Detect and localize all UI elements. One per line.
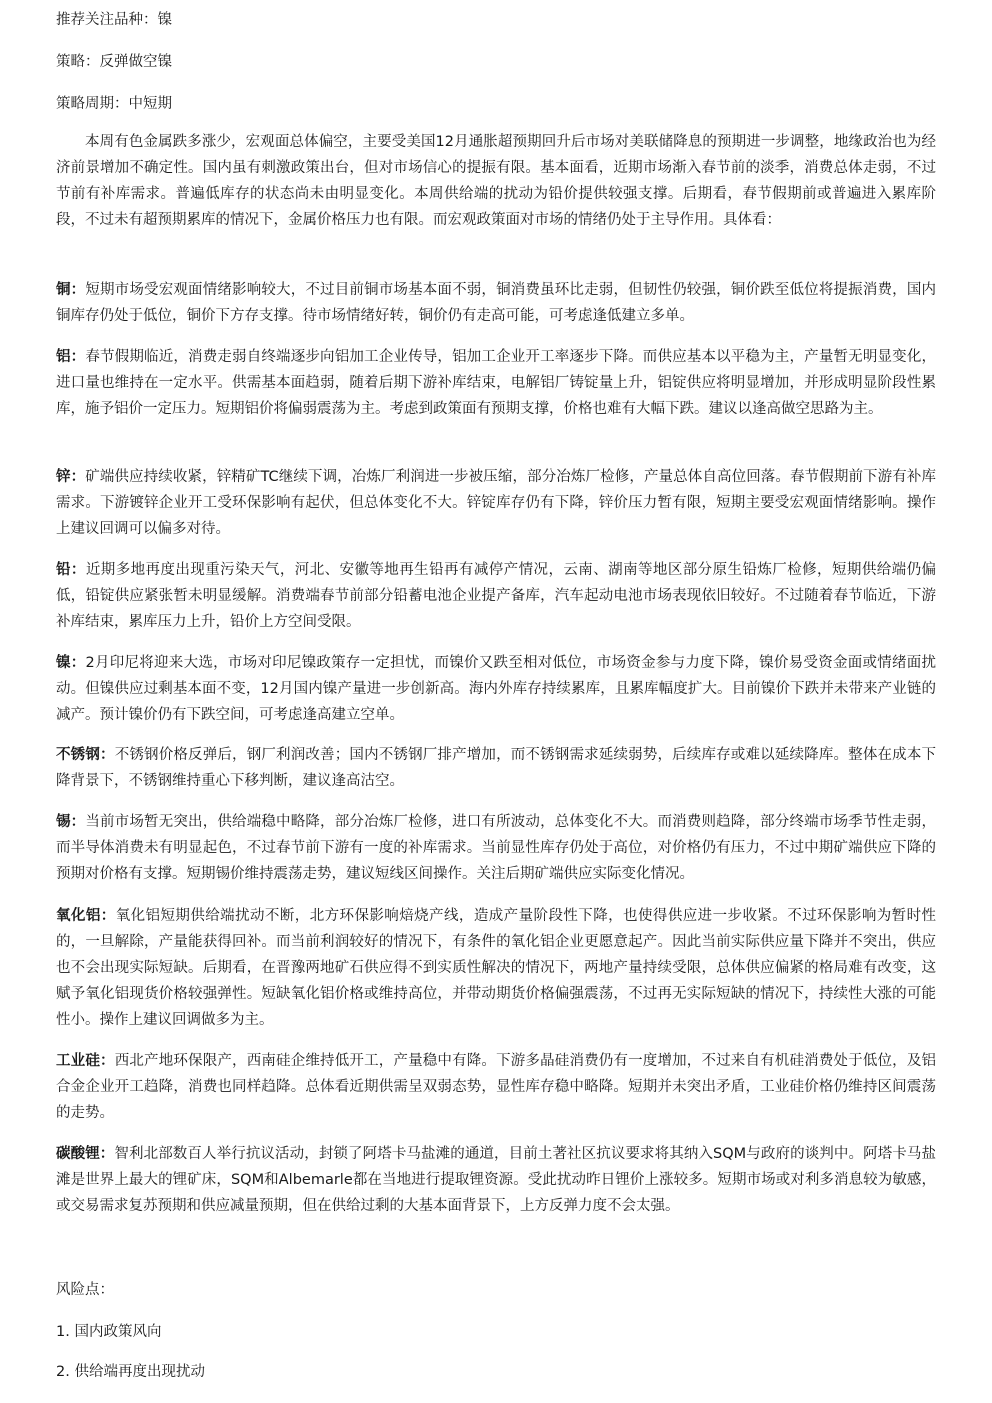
- section-lead: 碳酸锂：: [56, 1146, 115, 1162]
- section-industrial-silicon: [56, 1048, 936, 1126]
- strategy-period-line: 策略周期：中短期: [56, 96, 172, 112]
- section-lead: 铝：: [56, 349, 86, 365]
- section-lead: 锌：: [56, 469, 86, 485]
- section-body: 智利北部数百人举行抗议活动，封锁了阿塔卡马盐滩的通道，目前土著社区抗议要求将其纳入SQM与政府的谈判中。阿塔卡马盐滩是世界上最大的锂矿床，SQM和Albemarle都在当地进行提取锂资源。受此扰动昨日锂价上涨较多。短期市场或对利多消息较为敏感，或交易需求复苏预期和供应减量预期，但在供给过剩的大基本面背景下，上方反弹力度不会太强。: [56, 1146, 936, 1214]
- section-tin: [56, 809, 936, 887]
- section-body: 不锈钢价格反弹后，钢厂利润改善；国内不锈钢厂排产增加，而不锈钢需求延续弱势，后续库存或难以延续降库。整体在成本下降背景下，不锈钢维持重心下移判断，建议逢高沽空。: [56, 747, 937, 789]
- section-lithium-carbonate: [56, 1141, 936, 1219]
- section-body: 西北产地环保限产，西南硅企维持低开工，产量稳中有降。下游多晶硅消费仍有一度增加，不过来自有机硅消费处于低位，及铝合金企业开工趋降，消费也同样趋降。总体看近期供需呈双弱态势，显性库存稳中略降。短期并未突出矛盾，工业硅价格仍维持区间震荡的走势。: [56, 1053, 937, 1121]
- risk-title: 风险点：: [56, 1282, 114, 1298]
- risk-item: 1. 国内政策风向: [56, 1324, 162, 1340]
- section-lead: 不锈钢：: [56, 747, 115, 763]
- section-nickel: [56, 650, 936, 728]
- section-zinc: [56, 464, 936, 542]
- section-body: 春节假期临近，消费走弱自终端逐步向铝加工企业传导，铝加工企业开工率逐步下降。而供应基本以平稳为主，产量暂无明显变化，进口量也维持在一定水平。供需基本面趋弱，随着后期下游补库结束，电解铝厂铸锭量上升，铝锭供应将明显增加，并形成明显阶段性累库，施予铝价一定压力。短期铝价将偏弱震荡为主。考虑到政策面有预期支撑，价格也难有大幅下跌。建议以逢高做空思路为主。: [56, 349, 936, 417]
- section-lead: 工业硅：: [56, 1053, 115, 1069]
- section-body: 2月印尼将迎来大选，市场对印尼镍政策存一定担忧，而镍价又跌至相对低位，市场资金参与力度下降，镍价易受资金面或情绪面扰动。但镍供应过剩基本面不变，12月国内镍产量进一步创新高。海内外库存持续累库，且累库幅度扩大。目前镍价下跌并未带来产业链的减产。预计镍价仍有下跌空间，可考虑逢高建立空单。: [56, 655, 936, 723]
- section-body: 矿端供应持续收紧，锌精矿TC继续下调，冶炼厂利润进一步被压缩，部分冶炼厂检修，产量总体自高位回落。春节假期前下游有补库需求。下游镀锌企业开工受环保影响有起伏，但总体变化不大。锌锭库存仍有下降，锌价压力暂有限，短期主要受宏观面情绪影响。操作上建议回调可以偏多对待。: [56, 469, 936, 537]
- section-lead: 锡：: [56, 814, 86, 830]
- section-lead: 铅：: [56, 562, 86, 578]
- section-body: 当前市场暂无突出，供给端稳中略降，部分冶炼厂检修，进口有所波动，总体变化不大。而消费则趋降，部分终端市场季节性走弱，而半导体消费未有明显起色，不过春节前下游有一度的补库需求。当前显性库存仍处于高位，对价格仍有压力，不过中期矿端供应下降的预期对价格有支撑。短期锡价维持震荡走势，建议短线区间操作。关注后期矿端供应实际变化情况。: [56, 814, 936, 882]
- section-aluminum: [56, 344, 936, 422]
- section-body: 短期市场受宏观面情绪影响较大，不过目前铜市场基本面不弱，铜消费虽环比走弱，但韧性仍较强，铜价跌至低位将提振消费，国内铜库存仍处于低位，铜价下方存支撑。待市场情绪好转，铜价仍有走高可能，可考虑逢低建立多单。: [56, 282, 936, 324]
- section-alumina: [56, 903, 936, 1033]
- section-copper: [56, 277, 936, 329]
- section-body: 近期多地再度出现重污染天气，河北、安徽等地再生铅再有减停产情况，云南、湖南等地区部分原生铅炼厂检修，短期供给端仍偏低，铅锭供应紧张暂未明显缓解。消费端春节前部分铅蓄电池企业提产备库，汽车起动电池市场表现依旧较好。不过随着春节临近，下游补库结束，累库压力上升，铅价上方空间受限。: [56, 562, 937, 630]
- section-lead-metal: [56, 557, 936, 635]
- section-lead: 镍：: [56, 655, 86, 671]
- recommended-variety: 推荐关注品种：镍: [56, 12, 172, 28]
- intro-paragraph: 本周有色金属跌多涨少，宏观面总体偏空，主要受美国12月通胀超预期回升后市场对美联储降息的预期进一步调整，地缘政治也为经济前景增加不确定性。国内虽有刺激政策出台，但对市场信心的提振有限。基本面看，近期市场渐入春节前的淡季，消费总体走弱，不过节前有补库需求。普遍低库存的状态尚未由明显变化。本周供给端的扰动为铅价提供较强支撑。后期看，春节假期前或普遍进入累库阶段，不过未有超预期累库的情况下，金属价格压力也有限。而宏观政策面对市场的情绪仍处于主导作用。具体看：: [56, 134, 936, 228]
- risk-item: 2. 供给端再度出现扰动: [56, 1364, 205, 1380]
- section-lead: 铜：: [56, 282, 86, 298]
- section-lead: 氧化铝：: [56, 908, 116, 924]
- strategy-line: 策略：反弹做空镍: [56, 54, 172, 70]
- section-body: 氧化铝短期供给端扰动不断，北方环保影响焙烧产线，造成产量阶段性下降，也使得供应进一步收紧。不过环保影响为暂时性的，一旦解除，产量能获得回补。而当前利润较好的情况下，有条件的氧化铝企业更愿意起产。因此当前实际供应量下降并不突出，供应也不会出现实际短缺。后期看，在晋豫两地矿石供应得不到实质性解决的情况下，两地产量持续受限，总体供应偏紧的格局难有改变，这赋予氧化铝现货价格较强弹性。短缺氧化铝价格或维持高位，并带动期货价格偏强震荡，不过再无实际短缺的情况下，持续性大涨的可能性小。操作上建议回调做多为主。: [56, 908, 937, 1028]
- section-stainless-steel: [56, 742, 936, 794]
